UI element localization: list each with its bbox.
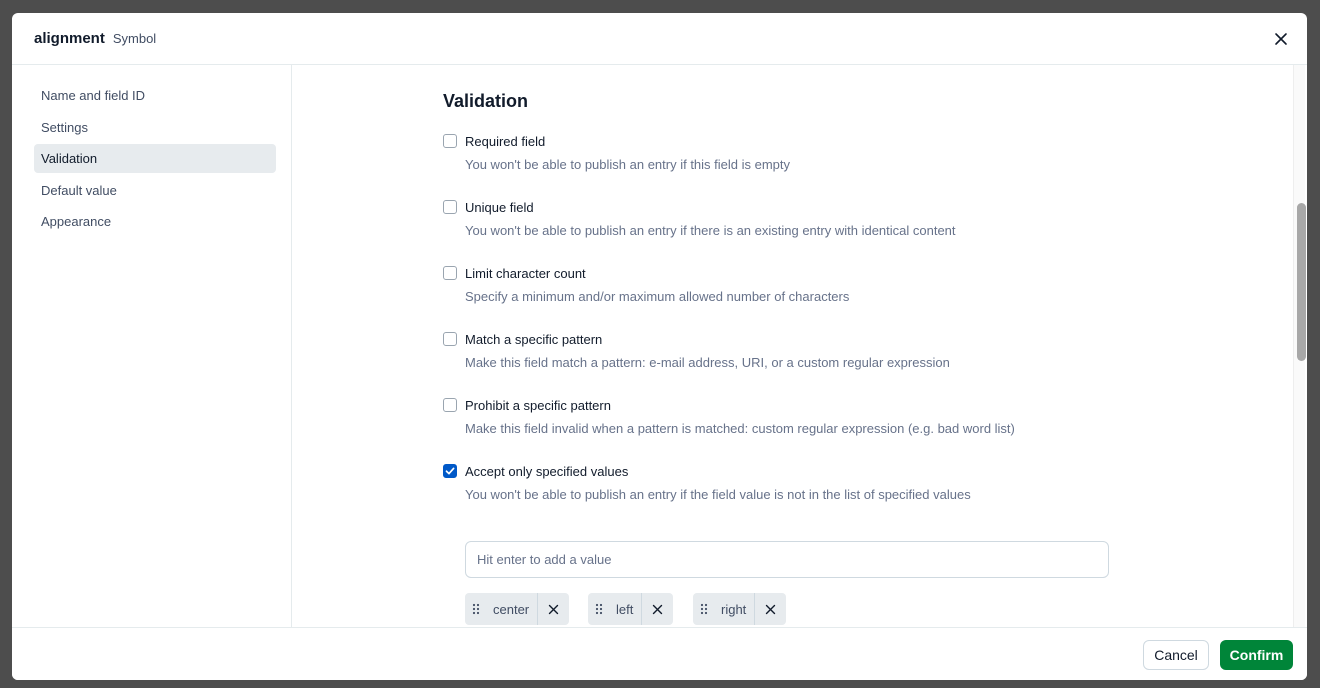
option-help: You won't be able to publish an entry if there is an existing entry with identical content [465, 223, 956, 238]
sidebar-item-settings[interactable]: Settings [41, 119, 88, 135]
section-title: Validation [443, 91, 529, 111]
option-required-field [443, 131, 790, 172]
close-icon [1274, 32, 1288, 46]
value-pill-label: center [493, 601, 530, 617]
modal-footer [12, 627, 1307, 680]
option-accept-specified-values [443, 461, 971, 502]
remove-icon [652, 604, 663, 615]
sidebar-item-name-and-field-id[interactable]: Name and field ID [41, 88, 146, 103]
accept-specified-values-checkbox[interactable] [443, 464, 457, 478]
option-label: Prohibit a specific pattern [465, 397, 611, 413]
value-pill-left [588, 593, 673, 625]
option-label: Unique field [465, 199, 534, 215]
match-pattern-checkbox[interactable] [443, 332, 457, 346]
option-label: Required field [465, 133, 546, 149]
option-help: You won't be able to publish an entry if the field value is not in the list of specified values [465, 487, 971, 502]
sidebar [12, 65, 292, 627]
modal-subtitle: Symbol [112, 31, 157, 46]
remove-icon [765, 604, 776, 615]
option-match-pattern [443, 329, 950, 370]
confirm-button[interactable]: Confirm [1220, 640, 1293, 670]
drag-handle-icon[interactable] [465, 593, 487, 625]
remove-value-button[interactable] [537, 593, 569, 625]
scrollbar[interactable] [1293, 65, 1305, 627]
drag-handle-icon[interactable] [693, 593, 715, 625]
drag-handle-icon[interactable] [588, 593, 610, 625]
check-icon [445, 466, 455, 476]
required-field-checkbox[interactable] [443, 134, 457, 148]
close-button[interactable] [1269, 27, 1293, 51]
field-settings-modal [12, 13, 1307, 680]
cancel-button[interactable]: Cancel [1143, 640, 1209, 670]
unique-field-checkbox[interactable] [443, 200, 457, 214]
prohibit-pattern-checkbox[interactable] [443, 398, 457, 412]
remove-icon [548, 604, 559, 615]
option-limit-character-count [443, 263, 849, 304]
option-prohibit-pattern [443, 395, 1015, 436]
limit-character-count-checkbox[interactable] [443, 266, 457, 280]
validation-panel [293, 65, 1293, 627]
value-pill-center [465, 593, 569, 625]
sidebar-item-validation[interactable]: Validation [34, 144, 276, 173]
option-unique-field [443, 197, 956, 238]
value-pill-label: left [616, 601, 634, 617]
option-label: Match a specific pattern [465, 331, 603, 347]
scrollbar-thumb[interactable] [1297, 203, 1306, 361]
value-pill-label: right [721, 601, 747, 617]
sidebar-item-default-value[interactable]: Default value [41, 182, 117, 198]
option-help: Specify a minimum and/or maximum allowed number of characters [465, 289, 850, 304]
option-label: Accept only specified values [465, 463, 629, 479]
value-pill-right [693, 593, 786, 625]
option-label: Limit character count [465, 265, 586, 281]
option-help: Make this field match a pattern: e-mail address, URI, or a custom regular expression [465, 355, 950, 370]
remove-value-button[interactable] [641, 593, 673, 625]
remove-value-button[interactable] [754, 593, 786, 625]
option-help: Make this field invalid when a pattern is matched: custom regular expression (e.g. bad word list) [465, 421, 1015, 436]
sidebar-item-appearance[interactable]: Appearance [41, 214, 112, 229]
modal-title: alignment [34, 30, 105, 47]
option-help: You won't be able to publish an entry if this field is empty [465, 157, 791, 172]
modal-header [12, 13, 1307, 65]
add-value-input[interactable] [465, 541, 1109, 578]
